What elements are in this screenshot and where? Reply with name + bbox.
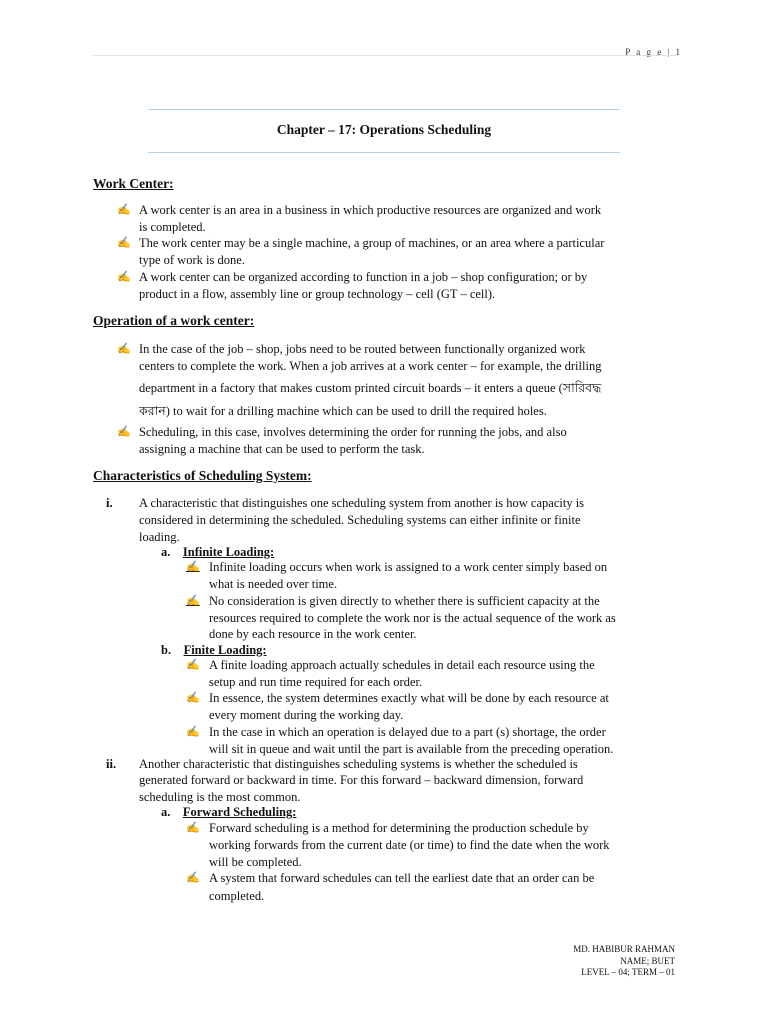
title-rule-top [148, 109, 620, 110]
heading-work-center: Work Center: [93, 176, 174, 191]
bullet-line: is completed. [139, 220, 206, 234]
header-rule [93, 55, 677, 56]
bullet-line: centers to complete the work. When a job arrives at a work center – for example, the drilling [139, 359, 602, 373]
bullet-line: No consideration is given directly to whether there is sufficient capacity at the [209, 594, 600, 608]
footer-name: MD. HABIBUR RAHMAN [573, 944, 675, 954]
writing-hand-icon: ✍ [186, 561, 200, 573]
writing-hand-icon: ✍ [117, 343, 131, 355]
sub-title: Forward Scheduling: [182, 805, 297, 819]
bullet-line: working forwards from the current date (or time) to find the date when the work [209, 838, 610, 852]
bullet-line: will be completed. [209, 855, 302, 869]
bullet-line: A work center is an area in a business in which productive resources are organized and work [139, 203, 602, 217]
bullet-line: A work center can be organized according to function in a job – shop configuration; or by [139, 270, 588, 284]
writing-hand-icon: ✍ [117, 204, 131, 216]
bullet-line: done by each resource in the work center. [209, 627, 417, 641]
bullet-line: completed. [209, 889, 265, 903]
heading-operation: Operation of a work center: [93, 313, 255, 328]
paragraph-line: Another characteristic that distinguishes scheduling systems is whether the scheduled is [139, 757, 578, 771]
bullet-line: In essence, the system determines exactly what will be done by each resource at [209, 691, 609, 705]
paragraph-line: generated forward or backward in time. For this forward – backward dimension, forward [139, 773, 584, 787]
writing-hand-icon: ✍ [117, 271, 131, 283]
writing-hand-icon: ✍ [186, 872, 200, 884]
bullet-line: product in a flow, assembly line or group technology – cell (GT – cell). [139, 287, 496, 301]
bullet-line: Scheduling, in this case, involves determining the order for running the jobs, and also [139, 425, 567, 439]
bullet-line: resources required to complete the work nor is the actual sequence of the work as [209, 611, 616, 625]
footer-level-term: LEVEL – 04; TERM – 01 [581, 967, 675, 977]
footer-author-block [573, 944, 675, 979]
bullet-line: Forward scheduling is a method for determining the production schedule by [209, 821, 589, 835]
subheading-forward-scheduling [161, 804, 296, 821]
sub-title: Finite Loading: [183, 643, 267, 657]
bullet-line: department in a factory that makes custom printed circuit boards – it enters a queue (সারিবদ্ধ [139, 381, 602, 395]
bullet-line: A system that forward schedules can tell the earliest date that an order can be [209, 871, 595, 885]
writing-hand-icon: ✍ [186, 692, 200, 704]
bullet-line: what is needed over time. [209, 577, 338, 591]
sub-title: Infinite Loading: [182, 545, 275, 559]
bullet-line: In the case of the job – shop, jobs need to be routed between functionally organized work [139, 342, 586, 356]
bullet-line: will sit in queue and wait until the part is available from the preceding operation. [209, 742, 614, 756]
paragraph-line: considered in determining the scheduled. Scheduling systems can either infinite or finite [139, 513, 581, 527]
writing-hand-icon: ✍ [186, 822, 200, 834]
sub-letter: b. [161, 643, 172, 657]
bullet-line: Infinite loading occurs when work is assigned to a work center simply based on [209, 560, 608, 574]
sub-letter: a. [161, 545, 171, 559]
bullet-line: করান) to wait for a drilling machine which can be used to drill the required holes. [139, 404, 547, 418]
heading-characteristics: Characteristics of Scheduling System: [93, 468, 312, 483]
paragraph-line: loading. [139, 530, 180, 544]
footer-institution: NAME; BUET [620, 955, 675, 966]
page-number: P a g e | 1 [625, 47, 682, 57]
bullet-line: type of work is done. [139, 253, 245, 267]
bullet-line: The work center may be a single machine, a group of machines, or an area where a particular [139, 236, 605, 250]
sub-letter: a. [161, 805, 171, 819]
chapter-title: Chapter – 17: Operations Scheduling [276, 122, 492, 137]
writing-hand-icon: ✍ [186, 595, 200, 607]
writing-hand-icon: ✍ [117, 426, 131, 438]
bullet-line: assigning a machine that can be used to perform the task. [139, 442, 425, 456]
paragraph-line: scheduling is the most common. [139, 790, 301, 804]
roman-numeral-ii: ii. [106, 757, 117, 771]
bullet-line: In the case in which an operation is delayed due to a part (s) shortage, the order [209, 725, 606, 739]
bullet-line: setup and run time required for each order. [209, 675, 423, 689]
paragraph-line: A characteristic that distinguishes one scheduling system from another is how capacity is [139, 496, 585, 510]
title-rule-bottom [148, 152, 620, 153]
bullet-line: every moment during the working day. [209, 708, 404, 722]
bullet-line: A finite loading approach actually schedules in detail each resource using the [209, 658, 595, 672]
roman-numeral-i: i. [106, 496, 113, 510]
writing-hand-icon: ✍ [186, 726, 200, 738]
writing-hand-icon: ✍ [186, 659, 200, 671]
writing-hand-icon: ✍ [117, 237, 131, 249]
